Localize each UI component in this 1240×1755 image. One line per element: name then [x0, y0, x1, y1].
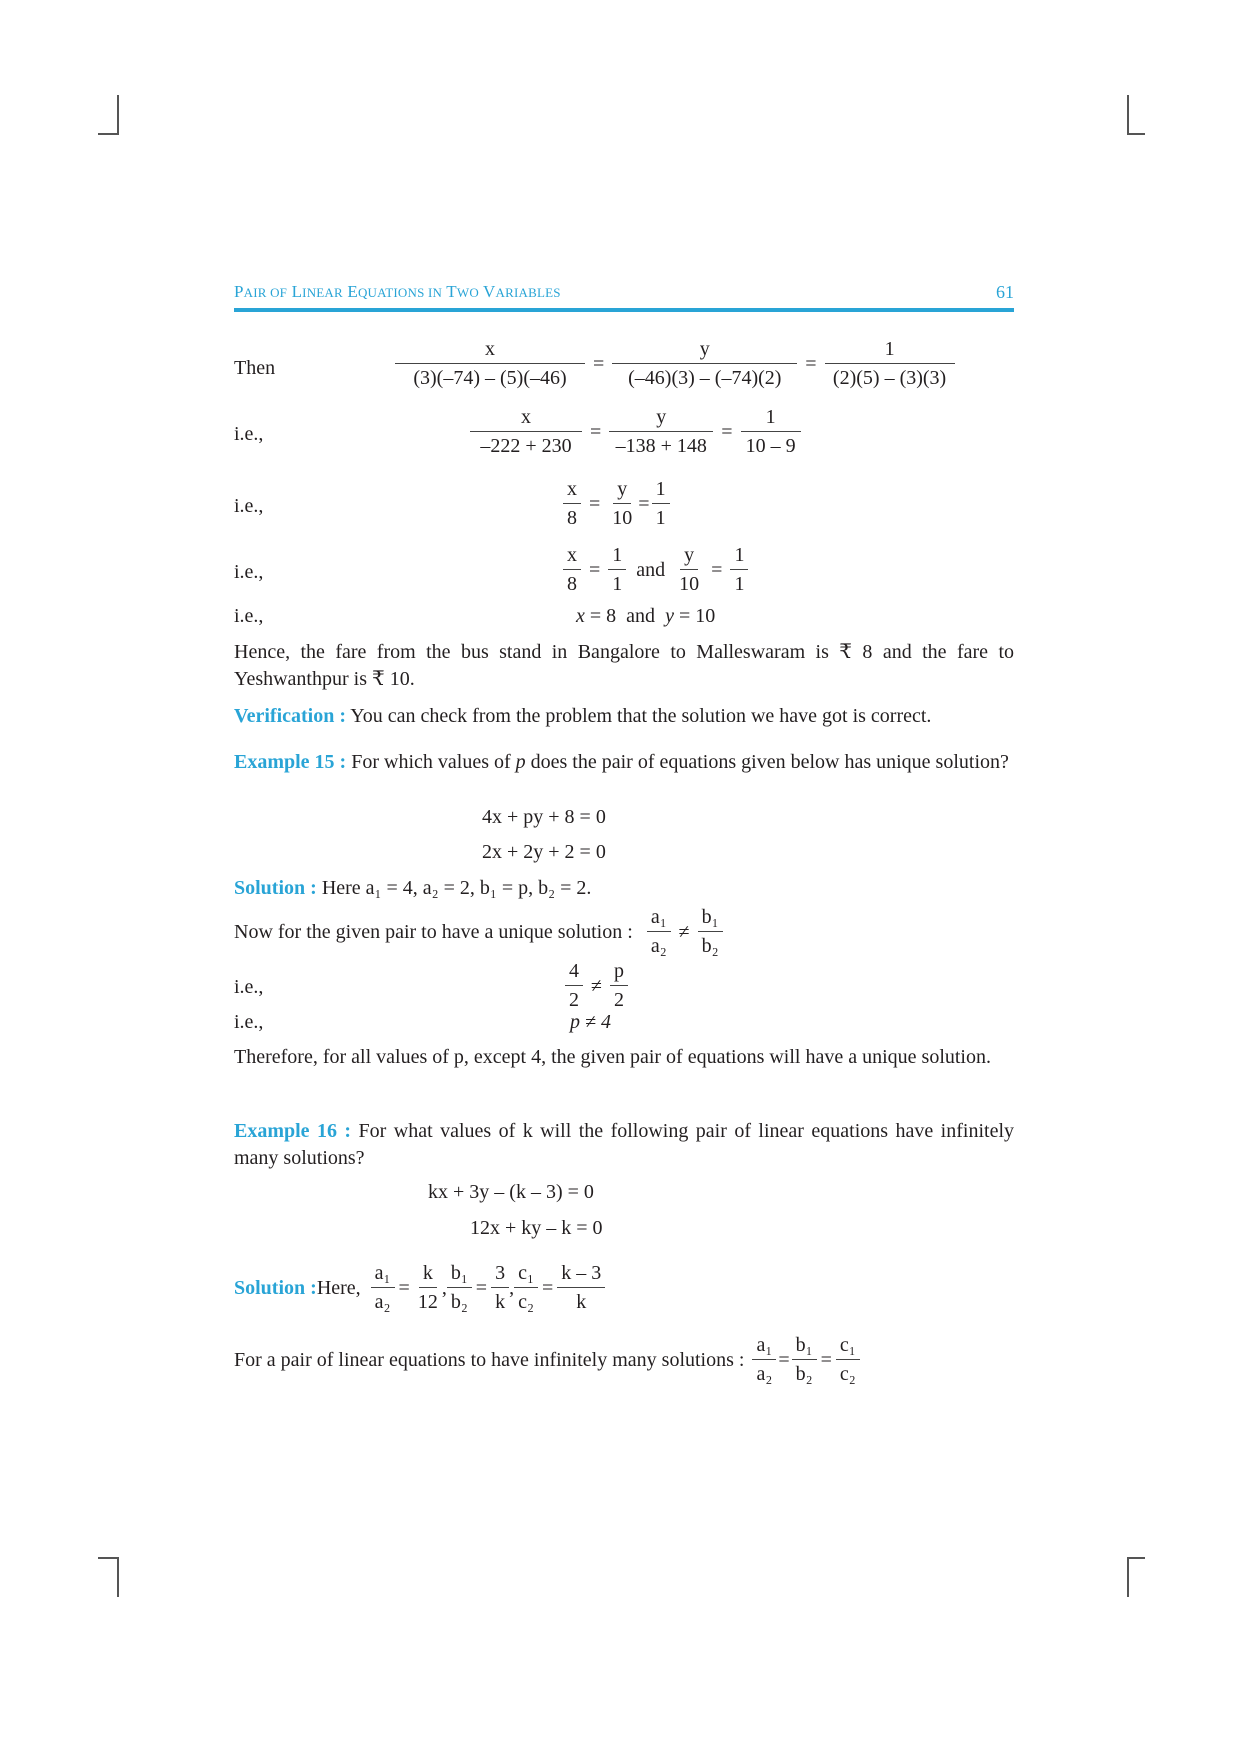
chapter-title: PAIR OF LINEAR EQUATIONS IN TWO VARIABLES: [234, 282, 561, 301]
crop-mark-top-right-v: [1127, 95, 1129, 135]
solution-label: Solution :: [234, 877, 317, 899]
equation-step-3: $\frac{x}{8}$ = $\frac{y}{10}$ = $\frac{1}{1}$: [563, 478, 670, 530]
example-16-label: Example 16 :: [234, 1120, 352, 1142]
equation-step-2: $\frac{x}{-222 + 230}$ = $\frac{y}{-138 + 148}$ = $\frac{1}{10 - 9}$: [470, 406, 801, 458]
crop-mark-bottom-left-v: [117, 1557, 119, 1597]
example-15-step-2: p ≠ 4: [570, 1011, 611, 1033]
ie-label: i.e.,: [234, 423, 264, 445]
example-15-label: Example 15 :: [234, 751, 347, 773]
ie-label: i.e.,: [234, 561, 264, 583]
ie-label: i.e.,: [234, 1011, 264, 1033]
unique-solution-condition: Now for the given pair to have a unique solution : $\frac{\text{a₁}}{\text{a₂}}$ ≠ $\frac{\text{b₁}}{\text{b₂}}$: [234, 906, 723, 958]
crop-mark-top-left-h: [98, 133, 119, 135]
crop-mark-top-left-v: [117, 95, 119, 135]
running-header: [234, 282, 1014, 306]
example-16-equation-2: 12x + ky – k = 0: [470, 1217, 603, 1239]
ie-label: i.e.,: [234, 976, 264, 998]
equation-step-1: $\frac{x}{(3)(-74) - (5)(-46)}$ = $\frac{y}{(-46)(3) - (-74)(2)}$ = $\frac{1}{(2)(5) - (3)(3)}$: [395, 338, 955, 390]
ie-label: i.e.,: [234, 495, 264, 517]
crop-mark-bottom-right-v: [1127, 1557, 1129, 1597]
example-15-statement: Example 15 : For which values of p does the pair of equations given below has unique solution?: [234, 751, 1009, 773]
ie-label: i.e.,: [234, 605, 264, 627]
solution-label: Solution :: [234, 1276, 317, 1299]
crop-mark-bottom-right-h: [1127, 1557, 1145, 1559]
example-15-conclusion: Therefore, for all values of p, except 4, the given pair of equations will have a unique solution.: [234, 1046, 991, 1068]
example-15-equation-1: 4x + py + 8 = 0: [482, 806, 606, 828]
equation-step-4: $\frac{x}{8}$ = $\frac{1}{1}$ and $\frac{y}{10}$ = $\frac{1}{1}$: [563, 544, 748, 596]
verification-paragraph: Verification : You can check from the problem that the solution we have got is correct.: [234, 705, 932, 727]
example-16-equation-1: kx + 3y – (k – 3) = 0: [428, 1181, 594, 1203]
example-15-solution: Solution : Here a₁ = 4, a₂ = 2, b₁ = p, b₂ = 2.: [234, 877, 592, 899]
example-16-statement: Example 16 : For what values of k will the following pair of linear equations have infinitely many solutions?: [234, 1120, 1015, 1169]
example-16-solution: Solution : Here, $\frac{\text{a₁}}{\text{a₂}}$ = $\frac{k}{12}$ , $\frac{\text{b₁}}{\text{b₂}}$ = $\frac{3}{k}$ , $\frac{\text{c₁}}{\text{c₂}}$ = $\frac{k - 3}{k}$: [234, 1262, 605, 1314]
verification-label: Verification :: [234, 705, 347, 727]
example-15-equation-2: 2x + 2y + 2 = 0: [482, 841, 606, 863]
header-rule: [234, 308, 1014, 312]
crop-mark-bottom-left-h: [98, 1557, 119, 1559]
fare-conclusion: Hence, the fare from the bus stand in Bangalore to Malleswaram is ₹ 8 and the fare to Yeshwanthpur is ₹ 10.: [234, 641, 1014, 690]
then-label: Then: [234, 357, 276, 379]
example-15-step-1: $\frac{4}{2}$ ≠ $\frac{p}{2}$: [565, 960, 628, 1012]
page-number: 61: [996, 282, 1014, 302]
infinite-solutions-condition: For a pair of linear equations to have infinitely many solutions : $\frac{\text{a₁}}{\text{a₂}}$ = $\frac{\text{b₁}}{\text{b₂}}$ = $\frac{\text{c₁}}{\text{c₂}}$: [234, 1334, 860, 1386]
crop-mark-top-right-h: [1127, 133, 1145, 135]
equation-step-5: x = 8 and y = 10: [576, 605, 716, 627]
